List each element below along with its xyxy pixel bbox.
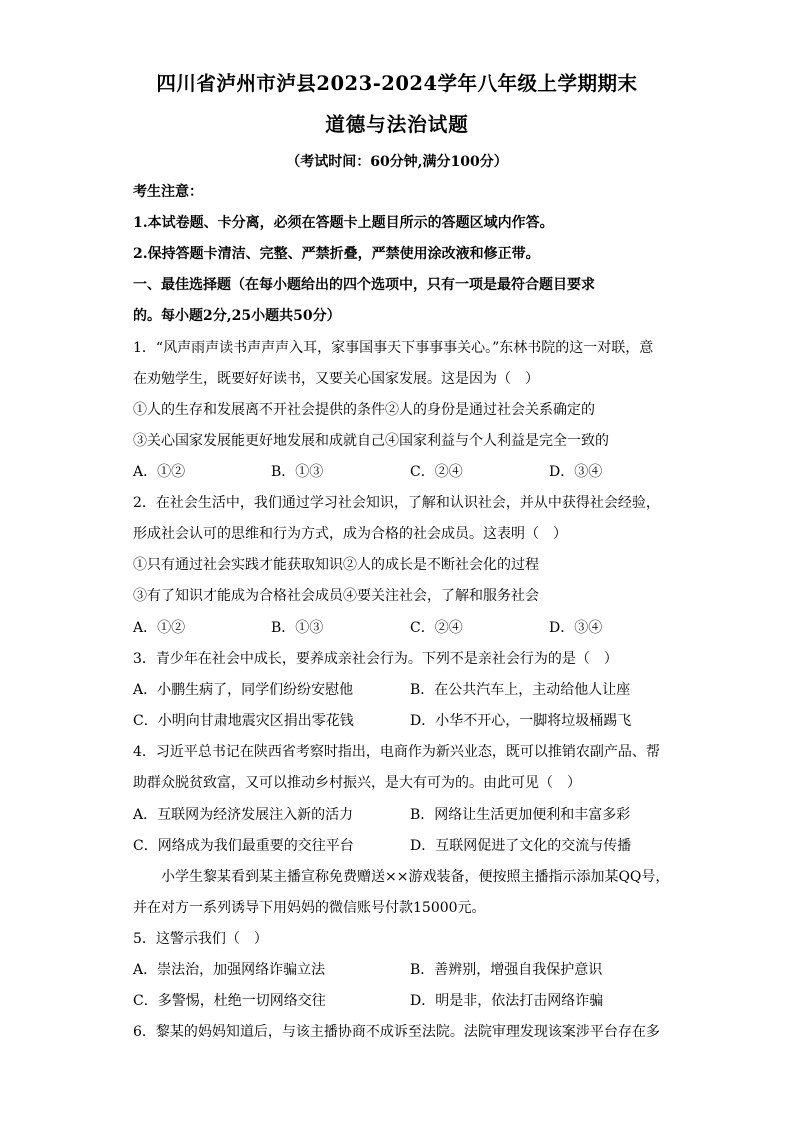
q4-option-b: B．网络让生活更加便利和丰富多彩 <box>410 807 631 823</box>
section-heading-line1: 一、最佳选择题（在每小题给出的四个选项中，只有一项是最符合题目要求 <box>133 277 595 293</box>
material-line1: 小学生黎某看到某主播宣称免费赠送××游戏装备，便按照主播指示添加某QQ号， <box>161 869 670 885</box>
q3-option-a: A．小鹏生病了，同学们纷纷安慰他 <box>133 682 354 698</box>
q5-option-b: B．善辨别，增强自我保护意识 <box>410 962 603 978</box>
q2-option-b: B．①③ <box>271 620 324 636</box>
q5-stem: 5．这警示我们（ ） <box>133 931 268 947</box>
q2-option-c: C．②④ <box>410 620 463 636</box>
exam-title-line1: 四川省泸州市泸县2023-2024学年八年级上学期期末 <box>156 72 638 95</box>
q4-option-d: D．互联网促进了文化的交流与传播 <box>410 838 632 854</box>
notice-heading: 考生注意： <box>133 184 203 200</box>
q4-option-a: A．互联网为经济发展注入新的活力 <box>133 807 354 823</box>
exam-subtitle: （考试时间：60分钟,满分100分） <box>286 154 508 170</box>
q5-option-c: C．多警惕，杜绝一切网络交往 <box>133 993 326 1009</box>
q1-statement-line2: ③关心国家发展能更好地发展和成就自己④国家利益与个人利益是完全一致的 <box>133 433 609 449</box>
q3-stem: 3．青少年在社会中成长，要养成亲社会行为。下列不是亲社会行为的是（ ） <box>133 651 618 667</box>
q6-stem-line1: 6．黎某的妈妈知道后，与该主播协商不成诉至法院。法院审理发现该案涉平台存在多 <box>133 1024 660 1040</box>
q2-statement-line2: ③有了知识才能成为合格社会成员④要关注社会，了解和服务社会 <box>133 588 539 604</box>
q1-option-d: D．③④ <box>549 464 603 480</box>
q1-statement-line1: ①人的生存和发展离不开社会提供的条件②人的身份是通过社会关系确定的 <box>133 402 595 418</box>
q2-stem-line2: 形成社会认可的思维和行为方式，成为合格的社会成员。这表明（ ） <box>133 526 567 542</box>
q2-stem-line1: 2．在社会生活中，我们通过学习社会知识，了解和认识社会，并从中获得社会经验， <box>133 495 660 511</box>
q1-stem-line2: 在劝勉学生，既要好好读书，又要关心国家发展。这是因为（ ） <box>133 371 539 387</box>
q2-statement-line1: ①只有通过社会实践才能获取知识②人的成长是不断社会化的过程 <box>133 557 539 573</box>
q2-option-d: D．③④ <box>549 620 603 636</box>
q3-option-d: D．小华不开心，一脚将垃圾桶踢飞 <box>410 713 632 729</box>
notice-item-1: 1.本试卷题、卡分离，必须在答题卡上题目所示的答题区域内作答。 <box>133 215 554 231</box>
q3-option-b: B．在公共汽车上，主动给他人让座 <box>410 682 631 698</box>
q5-option-a: A．崇法治，加强网络诈骗立法 <box>133 962 326 978</box>
q1-option-b: B．①③ <box>271 464 324 480</box>
q1-option-c: C．②④ <box>410 464 463 480</box>
q3-option-c: C．小明向甘肃地震灾区捐出零花钱 <box>133 713 354 729</box>
q4-stem-line2: 助群众脱贫致富，又可以推动乡村振兴，是大有可为的。由此可见（ ） <box>133 775 581 791</box>
q1-stem-line1: 1．“风声雨声读书声声声入耳，家事国事天下事事事关心。”东林书院的这一对联，意 <box>133 340 654 356</box>
q5-option-d: D．明是非，依法打击网络诈骗 <box>410 993 604 1009</box>
q2-option-a: A．①② <box>133 620 186 636</box>
section-heading-line2: 的。每小题2分,25小题共50分） <box>133 308 341 324</box>
q4-option-c: C．网络成为我们最重要的交往平台 <box>133 838 354 854</box>
material-line2: 并在对方一系列诱导下用妈妈的微信账号付款15000元。 <box>133 900 486 916</box>
q1-option-a: A．①② <box>133 464 186 480</box>
exam-title-line2: 道德与法治试题 <box>325 113 469 136</box>
notice-item-2: 2.保持答题卡清洁、完整、严禁折叠，严禁使用涂改液和修正带。 <box>133 246 540 262</box>
q4-stem-line1: 4．习近平总书记在陕西省考察时指出，电商作为新兴业态，既可以推销农副产品、帮 <box>133 744 660 760</box>
